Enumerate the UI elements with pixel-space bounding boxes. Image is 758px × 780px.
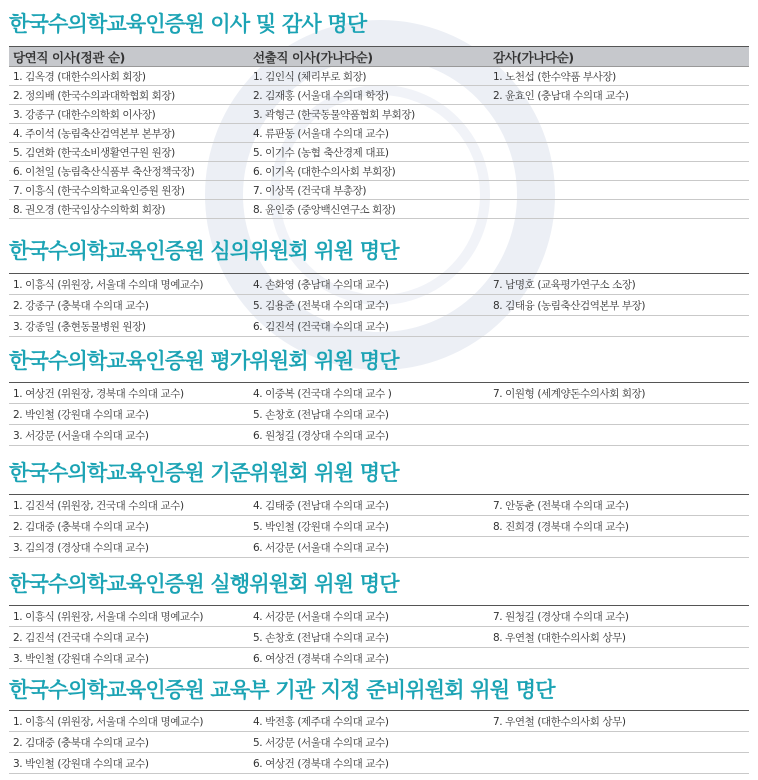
- member-cell: 2. 강종구 (충북대 수의대 교수): [9, 295, 249, 316]
- member-cell: 1. 이흥식 (위원장, 서울대 수의대 명예교수): [9, 711, 249, 732]
- table-row: [9, 516, 749, 537]
- section-title-evaluation-committee: 한국수의학교육인증원 평가위원회 위원 명단: [9, 349, 399, 373]
- member-cell: [489, 105, 749, 124]
- member-cell: [489, 200, 749, 219]
- member-cell: 5. 김용준 (전북대 수의대 교수): [249, 295, 489, 316]
- member-cell: 1. 김인식 (체리부로 회장): [249, 67, 489, 86]
- member-cell: 8. 김태융 (농림축산검역본부 부장): [489, 295, 749, 316]
- member-cell: 2. 김대중 (충북대 수의대 교수): [9, 732, 249, 753]
- evaluation-committee-table: [9, 382, 749, 446]
- member-cell: [489, 537, 749, 558]
- member-cell: [489, 181, 749, 200]
- member-cell: [489, 316, 749, 337]
- member-cell: 2. 윤효인 (충남대 수의대 교수): [489, 86, 749, 105]
- column-header: 감사(가나다순): [489, 47, 749, 67]
- member-cell: 7. 우연철 (대한수의사회 상무): [489, 711, 749, 732]
- section-title-standards-committee: 한국수의학교육인증원 기준위원회 위원 명단: [9, 461, 399, 485]
- member-cell: 2. 김진석 (건국대 수의대 교수): [9, 627, 249, 648]
- section-title-executive-committee: 한국수의학교육인증원 실행위원회 위원 명단: [9, 572, 399, 596]
- table-row: [9, 124, 749, 143]
- member-cell: 3. 서강문 (서울대 수의대 교수): [9, 425, 249, 446]
- section-title-review-committee: 한국수의학교육인증원 심의위원회 위원 명단: [9, 239, 399, 263]
- member-cell: [489, 753, 749, 774]
- member-cell: 7. 이원형 (세계양돈수의사회 회장): [489, 383, 749, 404]
- member-cell: 2. 김대중 (충북대 수의대 교수): [9, 516, 249, 537]
- member-cell: 7. 이상목 (건국대 부총장): [249, 181, 489, 200]
- member-cell: 3. 강종일 (충현동물병원 원장): [9, 316, 249, 337]
- member-cell: 6. 김진석 (건국대 수의대 교수): [249, 316, 489, 337]
- member-cell: 3. 박인철 (강원대 수의대 교수): [9, 648, 249, 669]
- member-cell: 3. 김의경 (경상대 수의대 교수): [9, 537, 249, 558]
- table-row: [9, 753, 749, 774]
- table-row: [9, 732, 749, 753]
- member-cell: [489, 124, 749, 143]
- member-cell: 1. 김옥경 (대한수의사회 회장): [9, 67, 249, 86]
- table-row: [9, 606, 749, 627]
- table-row: [9, 648, 749, 669]
- review-committee-table: [9, 273, 749, 337]
- executive-committee-table: [9, 605, 749, 669]
- table-row: [9, 627, 749, 648]
- member-cell: 4. 서강문 (서울대 수의대 교수): [249, 606, 489, 627]
- preparatory-committee-table: [9, 710, 749, 774]
- column-header: 당연직 이사(정관 순): [9, 47, 249, 67]
- member-cell: 1. 이흥식 (위원장, 서울대 수의대 명예교수): [9, 606, 249, 627]
- board-table: [9, 46, 749, 219]
- member-cell: [489, 648, 749, 669]
- member-cell: 4. 손화영 (충남대 수의대 교수): [249, 274, 489, 295]
- member-cell: 1. 여상건 (위원장, 경북대 수의대 교수): [9, 383, 249, 404]
- table-row: [9, 495, 749, 516]
- table-row: [9, 200, 749, 219]
- table-row: [9, 105, 749, 124]
- member-cell: [489, 425, 749, 446]
- member-cell: 5. 손창호 (전남대 수의대 교수): [249, 404, 489, 425]
- member-cell: 5. 서강문 (서울대 수의대 교수): [249, 732, 489, 753]
- member-cell: 7. 원청길 (경상대 수의대 교수): [489, 606, 749, 627]
- member-cell: 5. 김연화 (한국소비생활연구원 원장): [9, 143, 249, 162]
- member-cell: 6. 서강문 (서울대 수의대 교수): [249, 537, 489, 558]
- member-cell: 2. 정의배 (한국수의과대학협회 회장): [9, 86, 249, 105]
- member-cell: 6. 원청길 (경상대 수의대 교수): [249, 425, 489, 446]
- member-cell: 5. 이기수 (농협 축산경제 대표): [249, 143, 489, 162]
- member-cell: 2. 박인철 (강원대 수의대 교수): [9, 404, 249, 425]
- table-row: [9, 537, 749, 558]
- table-row: [9, 711, 749, 732]
- member-cell: 1. 김진석 (위원장, 건국대 수의대 교수): [9, 495, 249, 516]
- table-row: [9, 274, 749, 295]
- table-row: [9, 67, 749, 86]
- member-cell: [489, 404, 749, 425]
- member-cell: 7. 이흥식 (한국수의학교육인증원 원장): [9, 181, 249, 200]
- member-cell: 2. 김재홍 (서울대 수의대 학장): [249, 86, 489, 105]
- member-cell: 3. 박인철 (강원대 수의대 교수): [9, 753, 249, 774]
- member-cell: 7. 안동춘 (전북대 수의대 교수): [489, 495, 749, 516]
- member-cell: 5. 박인철 (강원대 수의대 교수): [249, 516, 489, 537]
- table-row: [9, 404, 749, 425]
- table-row: [9, 162, 749, 181]
- member-cell: 3. 곽형근 (한국동물약품협회 부회장): [249, 105, 489, 124]
- table-row: [9, 181, 749, 200]
- table-row: [9, 86, 749, 105]
- table-row: [9, 316, 749, 337]
- table-header-row: [9, 47, 749, 67]
- member-cell: 6. 여상건 (경북대 수의대 교수): [249, 648, 489, 669]
- member-cell: 8. 진희경 (경북대 수의대 교수): [489, 516, 749, 537]
- member-cell: 4. 김태중 (전남대 수의대 교수): [249, 495, 489, 516]
- member-cell: 5. 손창호 (전남대 수의대 교수): [249, 627, 489, 648]
- member-cell: 3. 강종구 (대한수의학회 이사장): [9, 105, 249, 124]
- table-row: [9, 143, 749, 162]
- member-cell: 1. 이흥식 (위원장, 서울대 수의대 명예교수): [9, 274, 249, 295]
- section-title-preparatory-committee: 한국수의학교육인증원 교육부 기관 지정 준비위원회 위원 명단: [9, 678, 555, 702]
- table-row: [9, 425, 749, 446]
- member-cell: 8. 권오경 (한국임상수의학회 회장): [9, 200, 249, 219]
- member-cell: 4. 주이석 (농림축산검역본부 본부장): [9, 124, 249, 143]
- member-cell: 8. 우연철 (대한수의사회 상무): [489, 627, 749, 648]
- member-cell: 4. 류판동 (서울대 수의대 교수): [249, 124, 489, 143]
- section-title-board: 한국수의학교육인증원 이사 및 감사 명단: [9, 12, 367, 36]
- member-cell: 4. 박전홍 (제주대 수의대 교수): [249, 711, 489, 732]
- table-row: [9, 383, 749, 404]
- table-row: [9, 295, 749, 316]
- member-cell: [489, 143, 749, 162]
- member-cell: 6. 여상건 (경북대 수의대 교수): [249, 753, 489, 774]
- member-cell: 7. 남명호 (교육평가연구소 소장): [489, 274, 749, 295]
- column-header: 선출직 이사(가나다순): [249, 47, 489, 67]
- standards-committee-table: [9, 494, 749, 558]
- member-cell: [489, 732, 749, 753]
- member-cell: 4. 이중복 (건국대 수의대 교수 ): [249, 383, 489, 404]
- member-cell: 8. 윤인중 (중앙백신연구소 회장): [249, 200, 489, 219]
- member-cell: 1. 노천섭 (한수약품 부사장): [489, 67, 749, 86]
- member-cell: 6. 이천일 (농림축산식품부 축산정책국장): [9, 162, 249, 181]
- member-cell: 6. 이기옥 (대한수의사회 부회장): [249, 162, 489, 181]
- member-cell: [489, 162, 749, 181]
